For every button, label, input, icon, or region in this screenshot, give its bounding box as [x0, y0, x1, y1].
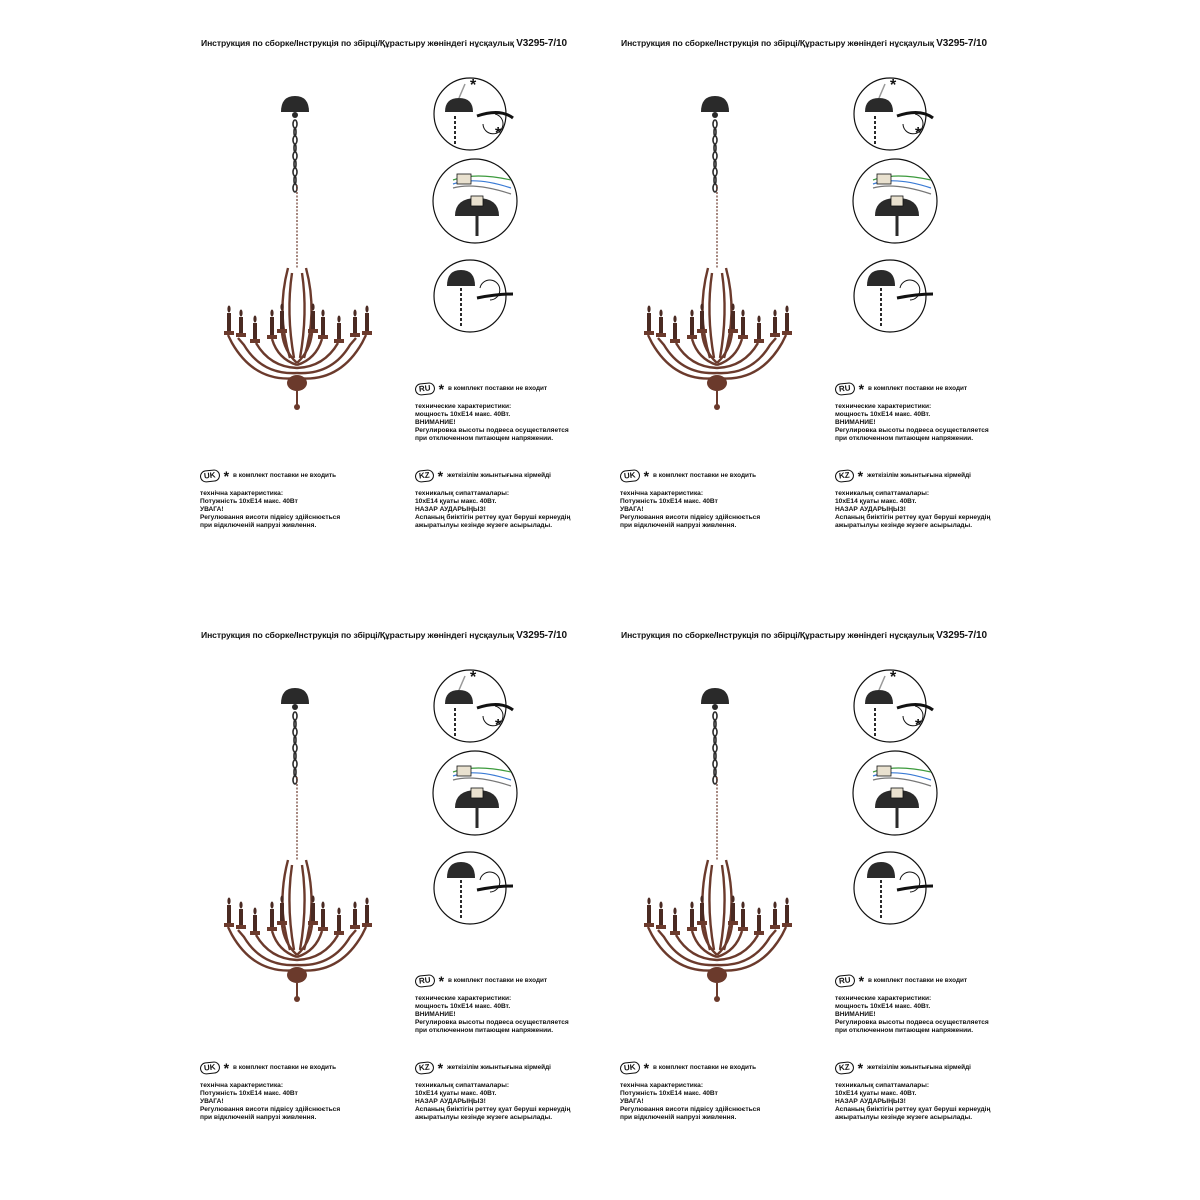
step-2-connect-wires	[853, 159, 937, 243]
title-text: Инструкция по сборке/Інструкція по збірці/Құрастыру жөніндегі нұсқаулық	[201, 630, 514, 640]
step-1-mount-canopy	[854, 669, 933, 742]
kz-warning-line-2: ажыратылуы кезінде жүзеге асырылады.	[415, 1114, 553, 1121]
assembly-steps-illustration	[845, 76, 1025, 396]
instruction-title	[621, 630, 987, 641]
uk-not-included-note: в комплект поставки не входить	[653, 472, 756, 479]
uk-section	[200, 470, 340, 530]
ru-not-included-note: в комплект поставки не входит	[868, 977, 968, 984]
model-code: V3295-7/10	[516, 38, 567, 49]
title-text: Инструкция по сборке/Інструкція по збірці/Құрастыру жөніндегі нұсқаулық	[621, 630, 934, 640]
step-1-mount-canopy	[854, 77, 933, 150]
canopy-chain	[713, 120, 717, 192]
assembly-steps-illustration	[845, 668, 1025, 988]
ru-spec-heading: технические характеристики:	[835, 403, 932, 410]
asterisk-icon: *	[643, 468, 650, 484]
uk-warning-heading: УВАГА!	[200, 506, 224, 513]
uk-warning-line-1: Регулювання висоти підвісу здійснюється	[200, 1106, 341, 1113]
candle-cups	[644, 921, 792, 935]
uk-warning-line-2: при відключеній напрузі живлення.	[620, 1114, 737, 1121]
chandelier-frame	[648, 860, 786, 971]
canopy-cup	[281, 688, 309, 704]
kz-spec-power: 10хE14 қуаты макс. 40Вт.	[835, 498, 917, 505]
ru-not-included-note: в комплект поставки не входит	[448, 385, 548, 392]
kz-not-included-note: жеткізілім жиынтығына кірмейді	[867, 1064, 971, 1071]
uk-warning-heading: УВАГА!	[620, 506, 644, 513]
uk-spec-power: Потужність 10хE14 макс. 40Вт	[200, 498, 298, 505]
ru-spec-heading: технические характеристики:	[415, 403, 512, 410]
ru-spec-heading: технические характеристики:	[415, 995, 512, 1002]
chandelier-frame	[648, 268, 786, 379]
svg-text:*: *	[890, 77, 897, 94]
kz-not-included-note: жеткізілім жиынтығына кірмейді	[867, 472, 971, 479]
kz-warning-heading: НАЗАР АУДАРЫҢЫЗ!	[415, 506, 486, 513]
svg-text:*: *	[915, 125, 922, 142]
chandelier-illustration	[630, 183, 805, 433]
candles	[647, 903, 789, 931]
ru-warning-line-1: Регулировка высоты подвеса осуществляется	[835, 1019, 989, 1026]
uk-not-included-note: в комплект поставки не входить	[653, 1064, 756, 1071]
uk-warning-line-1: Регулювання висоти підвісу здійснюється	[620, 1106, 761, 1113]
candle-flames	[647, 896, 788, 915]
kz-language-badge: KZ	[414, 1061, 434, 1075]
ru-spec-power: мощность 10хE14 макс. 40Вт.	[835, 1003, 931, 1010]
kz-warning-line-2: ажыратылуы кезінде жүзеге асырылады.	[835, 522, 973, 529]
candle-cups	[224, 329, 372, 343]
step-3-tighten-canopy	[854, 260, 933, 332]
asterisk-icon: *	[858, 381, 865, 397]
kz-section	[415, 1062, 570, 1122]
ru-warning-line-1: Регулировка высоты подвеса осуществляется	[835, 427, 989, 434]
ru-language-badge: RU	[834, 974, 855, 988]
ru-warning-line-2: при отключенном питающем напряжении.	[415, 435, 554, 442]
ru-language-badge: RU	[414, 974, 435, 988]
ru-spec-power: мощность 10хE14 макс. 40Вт.	[835, 411, 931, 418]
uk-warning-line-2: при відключеній напрузі живлення.	[200, 1114, 317, 1121]
uk-warning-line-1: Регулювання висоти підвісу здійснюється	[620, 514, 761, 521]
uk-section	[620, 1062, 760, 1122]
uk-spec-heading: технічна характеристика:	[200, 1082, 284, 1089]
asterisk-icon: *	[857, 468, 864, 484]
instruction-panel-1	[195, 38, 615, 578]
kz-spec-heading: техникалық сипаттамалары:	[835, 490, 930, 497]
svg-text:*: *	[495, 717, 502, 734]
uk-spec-power: Потужність 10хE14 макс. 40Вт	[620, 1090, 718, 1097]
ru-warning-line-2: при отключенном питающем напряжении.	[835, 435, 974, 442]
kz-warning-heading: НАЗАР АУДАРЫҢЫЗ!	[835, 506, 906, 513]
candle-cups	[224, 921, 372, 935]
ru-warning-line-2: при отключенном питающем напряжении.	[835, 1027, 974, 1034]
ru-section	[835, 383, 989, 443]
asterisk-icon: *	[857, 1060, 864, 1076]
ru-warning-line-2: при отключенном питающем напряжении.	[415, 1027, 554, 1034]
asterisk-icon: *	[438, 381, 445, 397]
uk-warning-line-2: при відключеній напрузі живлення.	[200, 522, 317, 529]
uk-language-badge: UK	[619, 469, 640, 483]
kz-section	[415, 470, 570, 530]
chandelier-illustration	[630, 775, 805, 1025]
assembly-steps-illustration	[425, 76, 605, 396]
canopy-chain	[293, 120, 297, 192]
kz-spec-heading: техникалық сипаттамалары:	[415, 490, 510, 497]
ru-not-included-note: в комплект поставки не входит	[448, 977, 548, 984]
uk-not-included-note: в комплект поставки не входить	[233, 472, 336, 479]
canopy-cup	[281, 96, 309, 112]
step-3-tighten-canopy	[434, 852, 513, 924]
ru-section	[835, 975, 989, 1035]
svg-text:*: *	[890, 669, 897, 686]
uk-spec-heading: технічна характеристика:	[200, 490, 284, 497]
instruction-panel-3	[195, 630, 615, 1170]
ru-not-included-note: в комплект поставки не входит	[868, 385, 968, 392]
ru-warning-line-1: Регулировка высоты подвеса осуществляется	[415, 427, 569, 434]
uk-spec-heading: технічна характеристика:	[620, 490, 704, 497]
kz-not-included-note: жеткізілім жиынтығына кірмейді	[447, 472, 551, 479]
kz-spec-power: 10хE14 қуаты макс. 40Вт.	[415, 498, 497, 505]
instruction-panel-4	[615, 630, 1035, 1170]
kz-not-included-note: жеткізілім жиынтығына кірмейді	[447, 1064, 551, 1071]
kz-language-badge: KZ	[414, 469, 434, 483]
chandelier-frame	[228, 860, 366, 971]
step-1-mount-canopy	[434, 77, 513, 150]
candle-flames	[227, 304, 368, 323]
uk-warning-heading: УВАГА!	[200, 1098, 224, 1105]
kz-language-badge: KZ	[834, 1061, 854, 1075]
uk-spec-power: Потужність 10хE14 макс. 40Вт	[620, 498, 718, 505]
asterisk-icon: *	[437, 1060, 444, 1076]
ru-warning-heading: ВНИМАНИЕ!	[415, 419, 456, 426]
uk-language-badge: UK	[199, 1061, 220, 1075]
kz-warning-line-1: Аспаның биіктігін реттеу қуат беруші кернеудің	[415, 514, 571, 521]
title-text: Инструкция по сборке/Інструкція по збірці/Құрастыру жөніндегі нұсқаулық	[201, 38, 514, 48]
instruction-title	[201, 630, 567, 641]
kz-section	[835, 470, 990, 530]
instruction-panel-2	[615, 38, 1035, 578]
uk-language-badge: UK	[199, 469, 220, 483]
kz-warning-heading: НАЗАР АУДАРЫҢЫЗ!	[835, 1098, 906, 1105]
step-2-connect-wires	[433, 159, 517, 243]
kz-warning-heading: НАЗАР АУДАРЫҢЫЗ!	[415, 1098, 486, 1105]
model-code: V3295-7/10	[936, 630, 987, 641]
ru-spec-power: мощность 10хE14 макс. 40Вт.	[415, 1003, 511, 1010]
kz-language-badge: KZ	[834, 469, 854, 483]
ru-spec-power: мощность 10хE14 макс. 40Вт.	[415, 411, 511, 418]
svg-text:*: *	[470, 669, 477, 686]
model-code: V3295-7/10	[516, 630, 567, 641]
chandelier-bowl	[707, 967, 727, 983]
kz-section	[835, 1062, 990, 1122]
candles	[227, 903, 369, 931]
kz-spec-power: 10хE14 қуаты макс. 40Вт.	[415, 1090, 497, 1097]
asterisk-icon: *	[643, 1060, 650, 1076]
chandelier-frame	[228, 268, 366, 379]
asterisk-icon: *	[438, 973, 445, 989]
canopy-cup	[701, 688, 729, 704]
kz-warning-line-2: ажыратылуы кезінде жүзеге асырылады.	[835, 1114, 973, 1121]
step-3-tighten-canopy	[854, 852, 933, 924]
uk-warning-line-1: Регулювання висоти підвісу здійснюється	[200, 514, 341, 521]
step-3-tighten-canopy	[434, 260, 513, 332]
chandelier-bowl	[287, 375, 307, 391]
candle-flames	[647, 304, 788, 323]
uk-section	[620, 470, 760, 530]
svg-text:*: *	[915, 717, 922, 734]
asterisk-icon: *	[437, 468, 444, 484]
kz-spec-heading: техникалық сипаттамалары:	[835, 1082, 930, 1089]
kz-warning-line-1: Аспаның биіктігін реттеу қуат беруші кернеудің	[835, 514, 991, 521]
step-2-connect-wires	[433, 751, 517, 835]
ru-spec-heading: технические характеристики:	[835, 995, 932, 1002]
candles	[227, 311, 369, 339]
chandelier-illustration	[210, 775, 385, 1025]
ru-section	[415, 383, 569, 443]
ru-warning-heading: ВНИМАНИЕ!	[835, 1011, 876, 1018]
candles	[647, 311, 789, 339]
uk-warning-heading: УВАГА!	[620, 1098, 644, 1105]
candle-flames	[227, 896, 368, 915]
uk-not-included-note: в комплект поставки не входить	[233, 1064, 336, 1071]
chandelier-bowl	[707, 375, 727, 391]
uk-spec-power: Потужність 10хE14 макс. 40Вт	[200, 1090, 298, 1097]
uk-section	[200, 1062, 340, 1122]
instruction-title	[201, 38, 567, 49]
instruction-title	[621, 38, 987, 49]
model-code: V3295-7/10	[936, 38, 987, 49]
ru-warning-line-1: Регулировка высоты подвеса осуществляется	[415, 1019, 569, 1026]
ru-warning-heading: ВНИМАНИЕ!	[835, 419, 876, 426]
title-text: Инструкция по сборке/Інструкція по збірці/Құрастыру жөніндегі нұсқаулық	[621, 38, 934, 48]
ru-language-badge: RU	[414, 382, 435, 396]
uk-spec-heading: технічна характеристика:	[620, 1082, 704, 1089]
step-2-connect-wires	[853, 751, 937, 835]
kz-spec-power: 10хE14 қуаты макс. 40Вт.	[835, 1090, 917, 1097]
asterisk-icon: *	[223, 1060, 230, 1076]
candle-cups	[644, 329, 792, 343]
ru-section	[415, 975, 569, 1035]
ru-language-badge: RU	[834, 382, 855, 396]
kz-warning-line-1: Аспаның биіктігін реттеу қуат беруші кернеудің	[835, 1106, 991, 1113]
svg-text:*: *	[470, 77, 477, 94]
canopy-chain	[713, 712, 717, 784]
chandelier-bowl	[287, 967, 307, 983]
ru-warning-heading: ВНИМАНИЕ!	[415, 1011, 456, 1018]
asterisk-icon: *	[223, 468, 230, 484]
assembly-steps-illustration	[425, 668, 605, 988]
chandelier-illustration	[210, 183, 385, 433]
canopy-chain	[293, 712, 297, 784]
uk-warning-line-2: при відключеній напрузі живлення.	[620, 522, 737, 529]
kz-warning-line-1: Аспаның биіктігін реттеу қуат беруші кернеудің	[415, 1106, 571, 1113]
kz-warning-line-2: ажыратылуы кезінде жүзеге асырылады.	[415, 522, 553, 529]
uk-language-badge: UK	[619, 1061, 640, 1075]
asterisk-icon: *	[858, 973, 865, 989]
canopy-cup	[701, 96, 729, 112]
svg-text:*: *	[495, 125, 502, 142]
step-1-mount-canopy	[434, 669, 513, 742]
kz-spec-heading: техникалық сипаттамалары:	[415, 1082, 510, 1089]
